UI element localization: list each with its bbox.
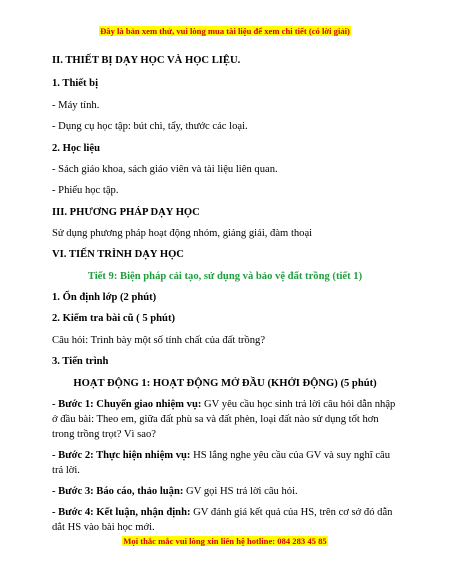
- activity-title: HOẠT ĐỘNG 1: HOẠT ĐỘNG MỞ ĐẦU (KHỞI ĐỘNG) (5 phút): [73, 378, 377, 389]
- list-item: - Sách giáo khoa, sách giáo viên và tài liệu liên quan.: [52, 164, 278, 175]
- step-label: - Bước 4: Kết luận, nhận định:: [52, 507, 191, 518]
- step-process: 3. Tiến trình: [52, 356, 109, 367]
- review-question: Câu hỏi: Trình bày một số tính chất của đất trồng?: [52, 335, 266, 346]
- list-item: - Máy tính.: [52, 100, 100, 111]
- method-text: Sử dụng phương pháp hoạt động nhóm, giảng giải, đàm thoại: [52, 228, 313, 239]
- hotline-banner: [0, 536, 450, 546]
- step-text: GV gọi HS trả lời câu hỏi.: [183, 486, 298, 497]
- hotline-banner-text: Mọi thắc mắc vui lòng xin liên hệ hotline: 084 283 45 85: [123, 536, 327, 546]
- equipment-heading: II. THIẾT BỊ DẠY HỌC VÀ HỌC LIỆU.: [52, 55, 241, 66]
- step-text: GV đánh giá kết quả của HS, trên cơ sở đó dẫn dắt HS vào bài học mới.: [52, 507, 393, 533]
- step-label: - Bước 3: Báo cáo, thảo luận:: [52, 486, 184, 497]
- step-paragraph: [52, 448, 398, 478]
- teacher-equipment-heading: 1. Thiết bị: [52, 78, 99, 89]
- step-paragraph: [52, 397, 398, 442]
- lesson-title: Tiết 9: Biện pháp cải tạo, sử dụng và bảo vệ đất trồng (tiết 1): [87, 271, 363, 282]
- step-text: GV yêu cầu học sinh trả lời câu hỏi dẫn nhập ở đầu bài: Theo em, giữa đất phù sa và đất phèn, loại đất nào sử dụng tốt hơn trong trồng trọt? Vì sao?: [52, 399, 396, 440]
- step-paragraph: [52, 484, 398, 499]
- materials-heading: 2. Học liệu: [52, 143, 100, 154]
- step-text: HS lắng nghe yêu cầu của GV và suy nghĩ câu trả lời.: [52, 450, 391, 476]
- process-heading: VI. TIẾN TRÌNH DẠY HỌC: [52, 249, 184, 260]
- list-item: - Phiếu học tập.: [52, 185, 119, 196]
- preview-banner-text: Đây là bản xem thử, vui lòng mua tài liệu để xem chi tiết (có lời giải): [100, 26, 350, 36]
- step-check-old-lesson: 2. Kiểm tra bài cũ ( 5 phút): [52, 313, 176, 324]
- step-paragraph: [52, 505, 398, 535]
- preview-banner: [0, 26, 450, 36]
- step-label: - Bước 2: Thực hiện nhiệm vụ:: [52, 450, 191, 461]
- method-heading: III. PHƯƠNG PHÁP DẠY HỌC: [52, 207, 200, 218]
- step-label: - Bước 1: Chuyển giao nhiệm vụ:: [52, 399, 202, 410]
- list-item: - Dụng cụ học tập: bút chì, tẩy, thước các loại.: [52, 121, 248, 132]
- step-stabilize-class: 1. Ổn định lớp (2 phút): [52, 292, 157, 303]
